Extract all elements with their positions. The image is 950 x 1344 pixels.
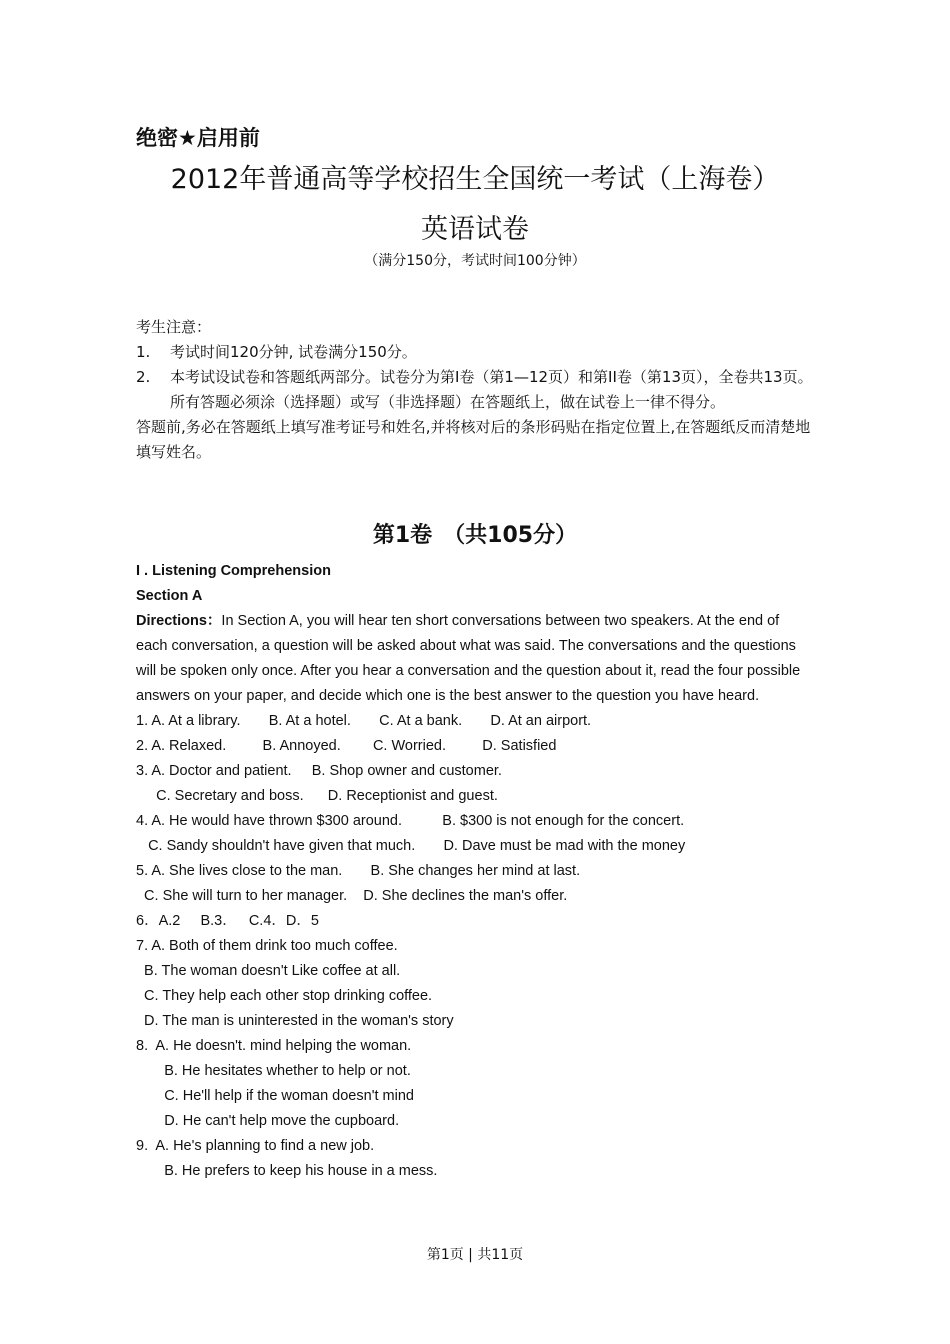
notes-item-text: 本考试设试卷和答题纸两部分。试卷分为第I卷（第1—12页）和第II卷（第13页），全卷共13页。所有答题必须涂（选择题）或写（非选择题）在答题纸上，做在试卷上一律不得分。 [170, 368, 813, 411]
listening-section [136, 559, 806, 1184]
question-line: 3. A. Doctor and patient. B. Shop owner and customer. [136, 763, 502, 779]
notes-tail: 答题前,务必在答题纸上填写准考证号和姓名,并将核对后的条形码贴在指定位置上,在答题纸反而清楚地填写姓名。 [136, 418, 811, 461]
candidate-notes [136, 315, 816, 465]
question-line: C. Secretary and boss. D. Receptionist and guest. [136, 788, 498, 804]
question-line: 6．A.2 B.3． C.4．D．5 [136, 913, 319, 929]
question-line: B. He prefers to keep his house in a mess. [136, 1163, 438, 1179]
confidential-label: 绝密★启用前 [136, 126, 260, 150]
directions-text: In Section A, you will hear ten short conversations between two speakers. At the end of each conversation, a question will be asked about what was said. The conversations and the questions will be spoken only once. After you hear a conversation and the question about it, read the four possible answers on your paper, and decide which one is the best answer to the question you have heard. [136, 613, 801, 704]
question-line: C. They help each other stop drinking coffee. [136, 988, 433, 1004]
question-line: D. He can't help move the cupboard. [136, 1113, 400, 1129]
volume-title: 第1卷 （共105分） [372, 523, 578, 548]
notes-item [136, 365, 816, 415]
part-heading: I . Listening Comprehension [136, 563, 331, 579]
exam-score-time: （满分150分，考试时间100分钟） [364, 253, 586, 269]
question-line: C. He'll help if the woman doesn't mind [136, 1088, 414, 1104]
question-line: 8. A. He doesn't. mind helping the woman. [136, 1038, 412, 1054]
question-line: C. Sandy shouldn't have given that much. D. Dave must be mad with the money [136, 838, 686, 854]
directions-label: Directions： [136, 613, 222, 629]
notes-item-text: 考试时间120分钟, 试卷满分150分。 [170, 343, 417, 361]
question-line: C. She will turn to her manager. D. She declines the man's offer. [136, 888, 568, 904]
question-line: 1. A. At a library. B. At a hotel. C. At a bank. D. At an airport. [136, 713, 592, 729]
question-line: B. The woman doesn't Like coffee at all. [136, 963, 401, 979]
question-line: B. He hesitates whether to help or not. [136, 1063, 411, 1079]
question-line: 4. A. He would have thrown $300 around. B. $300 is not enough for the concert. [136, 813, 685, 829]
notes-item-number: 1. [136, 343, 151, 361]
exam-subject-title: 英语试卷 [421, 214, 529, 245]
question-line: 9. A. He's planning to find a new job. [136, 1138, 375, 1154]
question-line: D. The man is uninterested in the woman's story [136, 1013, 454, 1029]
section-heading: Section A [136, 588, 203, 604]
question-line: 5. A. She lives close to the man. B. She changes her mind at last. [136, 863, 581, 879]
question-line: 2. A. Relaxed. B. Annoyed. C. Worried. D. Satisfied [136, 738, 557, 754]
page-footer: 第1页 | 共11页 [426, 1247, 524, 1263]
notes-heading: 考生注意： [136, 318, 212, 336]
question-line: 7. A. Both of them drink too much coffee. [136, 938, 398, 954]
directions-paragraph [136, 609, 806, 709]
notes-item [136, 340, 816, 365]
notes-item-number: 2. [136, 368, 151, 386]
exam-title: 2012年普通高等学校招生全国统一考试（上海卷） [170, 164, 780, 195]
